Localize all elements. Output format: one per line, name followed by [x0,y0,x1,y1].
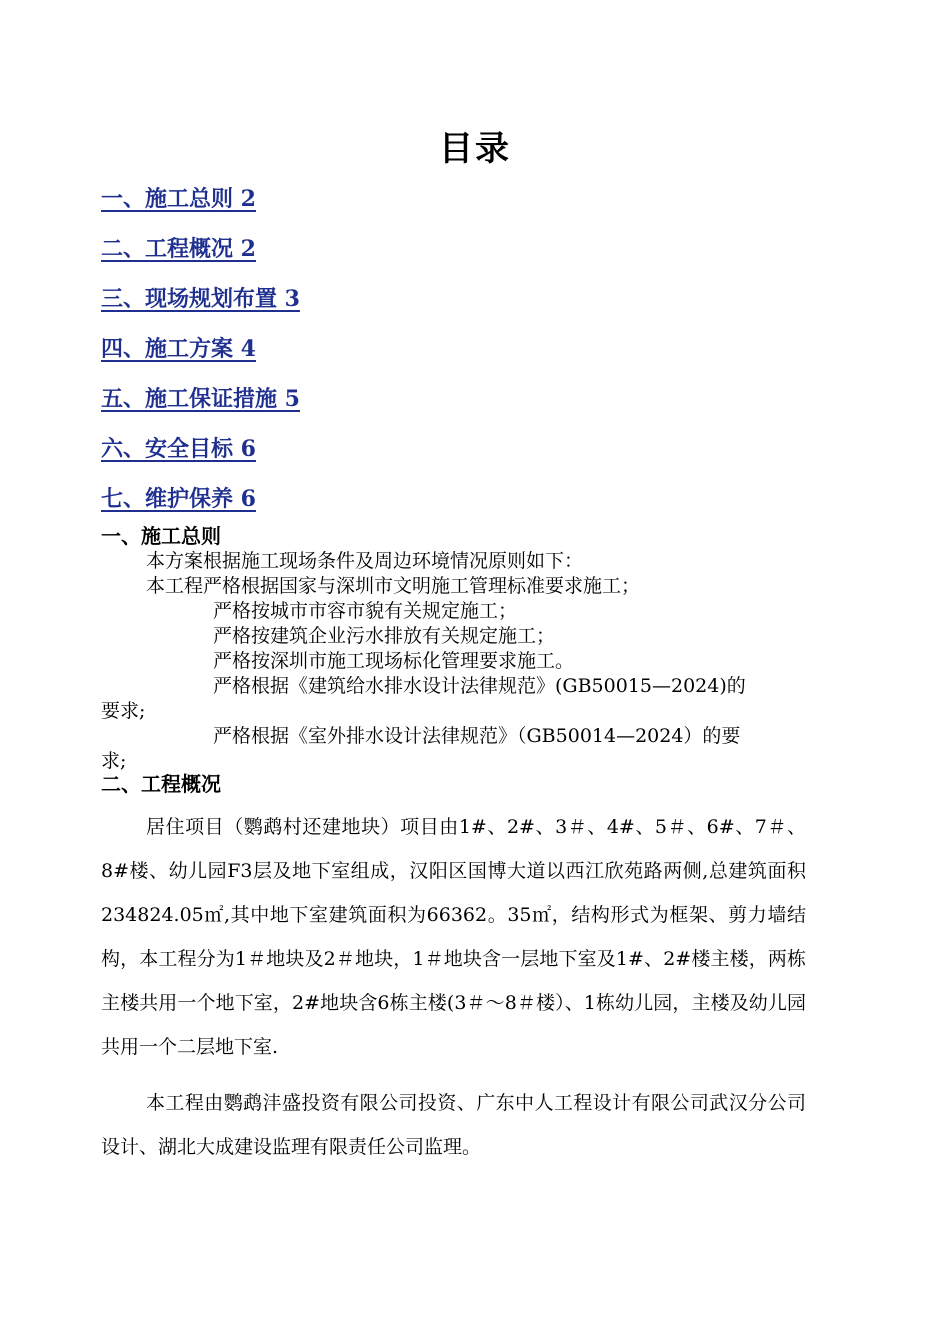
overview-paragraph: 本工程由鹦鹉沣盛投资有限公司投资、广东中人工程设计有限公司武汉分公司设计、湖北大成建设监理有限责任公司监理。 [101,1092,806,1158]
toc-link-construction-plan[interactable]: 四、施工方案 4 [101,336,256,362]
body-line: 求; [101,750,127,772]
body-line: 严格按城市市容市貌有关规定施工； [213,600,518,622]
overview-paragraph: 居住项目（鹦鹉村还建地块）项目由1#、2#、3＃、4#、5＃、6#、7＃、8#楼、幼儿园F3层及地下室组成，汉阳区国博大道以西江欣苑路两侧,总建筑面积234824.05㎡,其中地下室建筑面积为66362。35㎡，结构形式为框架、剪力墙结构，本工程分为1＃地块及2＃地块，1＃地块含一层地下室及1#、2#楼主楼，两栋主楼共用一个地下室，2#地块含6栋主楼(3＃～8＃楼）、1栋幼儿园，主楼及幼儿园共用一个二层地下室. [101,816,806,1058]
toc-title: 目录 [439,129,511,169]
toc-link-site-layout[interactable]: 三、现场规划布置 3 [101,286,300,312]
body-line: 严格按深圳市施工现场标化管理要求施工。 [213,650,575,672]
toc-link-safety-goals[interactable]: 六、安全目标 6 [101,436,256,462]
section-general-principles [101,524,806,774]
table-of-contents [101,180,821,530]
section-heading: 一、施工总则 [101,524,221,548]
toc-link-general-principles[interactable]: 一、施工总则 2 [101,186,256,212]
toc-link-project-overview[interactable]: 二、工程概况 2 [101,236,256,262]
toc-link-maintenance[interactable]: 七、维护保养 6 [101,486,256,512]
body-line: 严格根据《室外排水设计法律规范》（GB50014—2024）的要 [213,725,741,747]
body-line: 本方案根据施工现场条件及周边环境情况原则如下： [146,550,584,572]
section-project-overview [101,772,806,1169]
section-heading: 二、工程概况 [101,772,221,796]
body-line: 严格按建筑企业污水排放有关规定施工； [213,625,556,647]
body-line: 严格根据《建筑给水排水设计法律规范》(GB50015—2024)的 [213,675,746,697]
body-line: 要求; [101,700,146,722]
body-line: 本工程严格根据国家与深圳市文明施工管理标准要求施工； [146,575,641,597]
toc-link-guarantee-measures[interactable]: 五、施工保证措施 5 [101,386,300,412]
